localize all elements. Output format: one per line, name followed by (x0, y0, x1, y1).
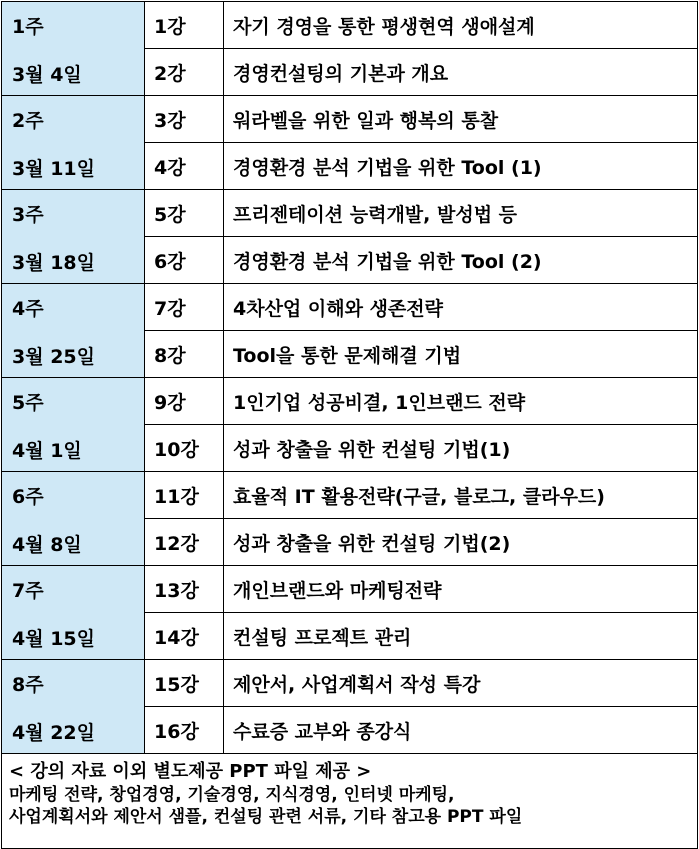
week-cell-content (2, 660, 144, 753)
week-cell-content (2, 190, 144, 283)
lecture-number: 14강 (145, 613, 224, 660)
lecture-topic: 효율적 IT 활용전략(구글, 블로그, 클라우드) (224, 472, 698, 519)
week-cell (2, 566, 145, 660)
week-label: 4주 (12, 298, 44, 320)
week-cell-content (2, 566, 144, 659)
lecture-topic: 성과 창출을 위한 컨설팅 기법(2) (224, 519, 698, 566)
lecture-number: 7강 (145, 284, 224, 331)
lecture-row (2, 190, 698, 237)
lecture-number: 1강 (145, 2, 224, 49)
lecture-row (2, 284, 698, 331)
lecture-number: 2강 (145, 49, 224, 96)
lecture-topic: 워라벨을 위한 일과 행복의 통찰 (224, 96, 698, 143)
note-line: 마케팅 전략, 창업경영, 기술경영, 지식경영, 인터넷 마케팅, (9, 785, 455, 805)
lecture-topic: Tool을 통한 문제해결 기법 (224, 331, 698, 378)
lecture-row (2, 96, 698, 143)
lecture-topic: 성과 창출을 위한 컨설팅 기법(1) (224, 425, 698, 472)
lecture-topic: 1인기업 성공비결, 1인브랜드 전략 (224, 378, 698, 425)
week-cell-content (2, 96, 144, 189)
lecture-number: 10강 (145, 425, 224, 472)
week-date: 3월 4일 (12, 64, 82, 86)
week-cell (2, 378, 145, 472)
week-cell (2, 284, 145, 378)
lecture-row (2, 2, 698, 49)
week-cell-content (2, 284, 144, 377)
lecture-topic: 프리젠테이션 능력개발, 발성법 등 (224, 190, 698, 237)
lecture-number: 11강 (145, 472, 224, 519)
week-cell (2, 190, 145, 284)
week-label: 5주 (12, 392, 44, 414)
week-date: 3월 18일 (12, 252, 95, 274)
note-heading: < 강의 자료 이외 별도제공 PPT 파일 제공 > (9, 761, 372, 782)
lecture-number: 5강 (145, 190, 224, 237)
lecture-topic: 제안서, 사업계획서 작성 특강 (224, 660, 698, 707)
lecture-number: 9강 (145, 378, 224, 425)
lecture-number: 16강 (145, 707, 224, 754)
lecture-number: 13강 (145, 566, 224, 613)
week-date: 4월 8일 (12, 534, 82, 556)
lecture-row (2, 660, 698, 707)
lecture-topic: 경영환경 분석 기법을 위한 Tool (1) (224, 143, 698, 190)
week-date: 4월 22일 (12, 722, 95, 744)
week-label: 7주 (12, 580, 44, 602)
week-date: 3월 11일 (12, 158, 95, 180)
lecture-schedule-table (1, 1, 698, 849)
note-row (2, 754, 698, 849)
lecture-topic: 4차산업 이해와 생존전략 (224, 284, 698, 331)
week-cell (2, 2, 145, 96)
lecture-topic: 개인브랜드와 마케팅전략 (224, 566, 698, 613)
note-cell (2, 754, 698, 849)
lecture-row (2, 566, 698, 613)
lecture-topic: 수료증 교부와 종강식 (224, 707, 698, 754)
week-date: 4월 1일 (12, 440, 82, 462)
week-label: 3주 (12, 204, 44, 226)
lecture-topic: 경영컨설팅의 기본과 개요 (224, 49, 698, 96)
note-line: 사업계획서와 제안서 샘플, 컨설팅 관련 서류, 기타 참고용 PPT 파일 (9, 807, 523, 827)
lecture-row (2, 472, 698, 519)
week-date: 4월 15일 (12, 628, 95, 650)
week-label: 1주 (12, 16, 44, 38)
week-cell-content (2, 378, 144, 471)
week-cell (2, 96, 145, 190)
lecture-number: 3강 (145, 96, 224, 143)
week-cell (2, 472, 145, 566)
week-cell-content (2, 2, 144, 95)
week-cell-content (2, 472, 144, 565)
week-cell (2, 660, 145, 754)
lecture-topic: 자기 경영을 통한 평생현역 생애설계 (224, 2, 698, 49)
lecture-number: 8강 (145, 331, 224, 378)
week-date: 3월 25일 (12, 346, 95, 368)
lecture-row (2, 378, 698, 425)
lecture-topic: 경영환경 분석 기법을 위한 Tool (2) (224, 237, 698, 284)
lecture-number: 12강 (145, 519, 224, 566)
week-label: 8주 (12, 674, 44, 696)
schedule-body (2, 2, 698, 754)
lecture-number: 15강 (145, 660, 224, 707)
lecture-topic: 컨설팅 프로젝트 관리 (224, 613, 698, 660)
lecture-number: 4강 (145, 143, 224, 190)
week-label: 2주 (12, 110, 44, 132)
lecture-number: 6강 (145, 237, 224, 284)
week-label: 6주 (12, 486, 44, 508)
